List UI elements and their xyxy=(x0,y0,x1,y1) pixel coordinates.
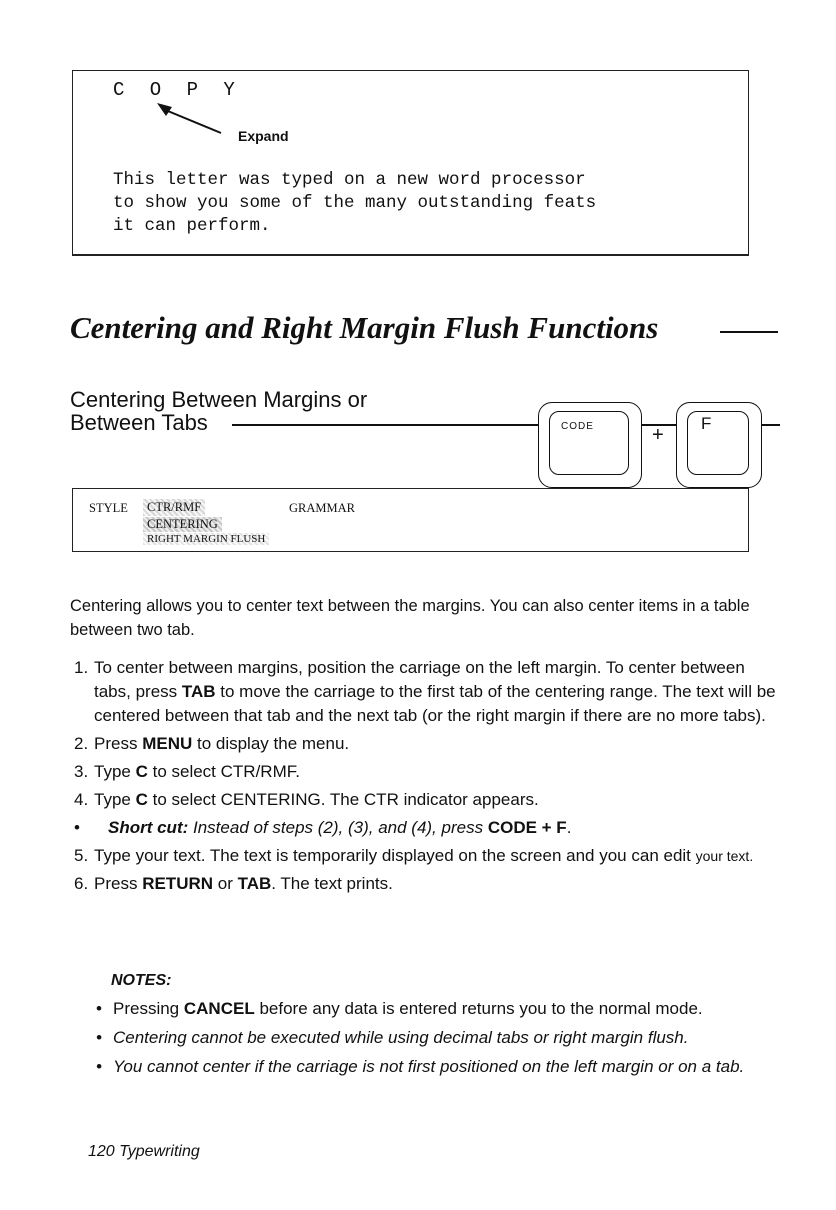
heading-rule xyxy=(720,331,778,333)
code-key-icon xyxy=(538,402,642,488)
intro-paragraph: Centering allows you to center text between the margins. You can also center items in a table between two tab. xyxy=(70,597,750,639)
step-3: 3. Type C to select CTR/RMF. xyxy=(74,760,786,784)
step-1: 1. To center between margins, position the carriage on the left margin. To center between tabs, press TAB to move the carriage to the first tab of the centering range. The text will be centered between that tab and the next tab (or the right margin if there are no more tabs). xyxy=(74,658,776,725)
notes-title: NOTES: xyxy=(111,972,172,989)
expand-label: Expand xyxy=(238,128,289,144)
step-number: 1. xyxy=(74,658,89,677)
step-2: 2. Press MENU to display the menu. xyxy=(74,732,786,756)
copy-title: C O P Y xyxy=(113,79,242,101)
subheading xyxy=(70,388,367,434)
note-1: • Pressing CANCEL before any data is entered returns you to the normal mode. xyxy=(96,997,786,1021)
page-footer: 120 Typewriting xyxy=(88,1143,200,1160)
step-number: 5. xyxy=(74,846,89,865)
note-3: • You cannot center if the carriage is not first positioned on the left margin or on a tab. xyxy=(96,1055,786,1079)
step-number: 3. xyxy=(74,762,89,781)
step-6: 6. Press RETURN or TAB. The text prints. xyxy=(74,872,786,896)
step-number: 6. xyxy=(74,874,89,893)
shortcut-tip: • Short cut: Instead of steps (2), (3), and (4), press CODE + F. xyxy=(74,816,786,840)
menu-right-margin-flush: RIGHT MARGIN FLUSH xyxy=(143,533,269,545)
section-heading: Centering and Right Margin Flush Functions xyxy=(70,310,659,345)
steps-list xyxy=(74,656,786,900)
notes-list xyxy=(96,997,786,1084)
step-number: 2. xyxy=(74,734,89,753)
step-number: 4. xyxy=(74,790,89,809)
copy-body xyxy=(113,169,596,238)
note-2: • Centering cannot be executed while using decimal tabs or right margin flush. xyxy=(96,1026,786,1050)
subheading-line1: Centering Between Margins or xyxy=(70,387,368,412)
copy-line: This letter was typed on a new word processor xyxy=(113,170,586,190)
step-4: 4. Type C to select CENTERING. The CTR indicator appears. xyxy=(74,788,786,812)
subheading-line2: Between Tabs xyxy=(70,410,208,435)
copy-line: to show you some of the many outstanding feats xyxy=(113,193,597,213)
f-key-icon xyxy=(676,402,762,488)
copy-line: it can perform. xyxy=(113,216,271,236)
menu-display xyxy=(72,488,749,552)
menu-style: STYLE xyxy=(89,501,128,515)
copy-example-box xyxy=(72,70,749,256)
step-5: 5. Type your text. The text is temporarily displayed on the screen and you can edit your text. xyxy=(74,844,786,868)
bullet: • xyxy=(74,818,80,837)
code-key-label: CODE xyxy=(561,421,594,432)
menu-centering: CENTERING xyxy=(143,517,222,532)
menu-grammar: GRAMMAR xyxy=(289,501,355,515)
plus-sign: + xyxy=(652,424,664,446)
menu-ctr-rmf: CTR/RMF xyxy=(143,499,205,516)
f-key-label: F xyxy=(701,414,712,433)
